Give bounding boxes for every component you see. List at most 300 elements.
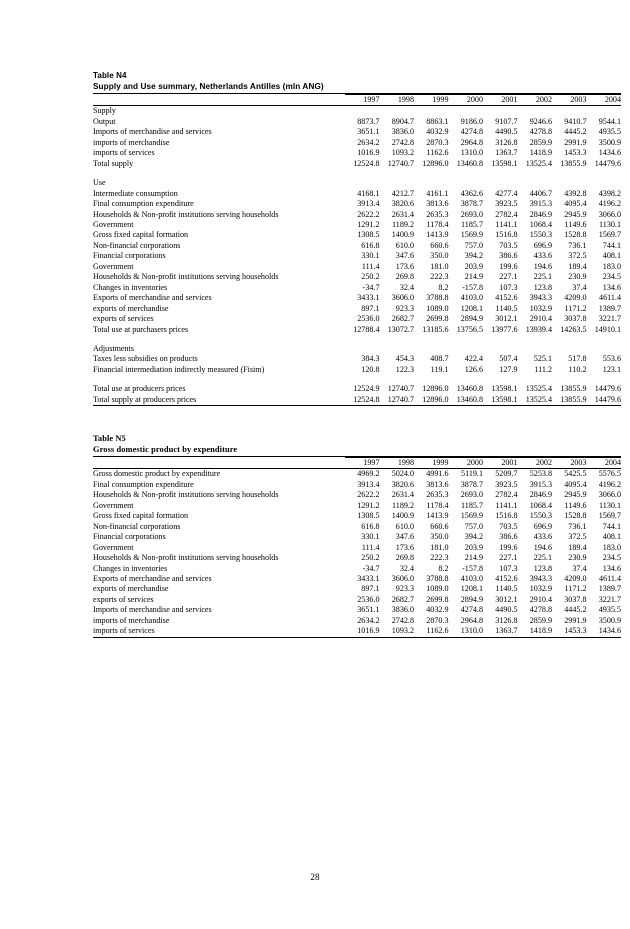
row-value: 330.1 — [361, 251, 380, 261]
row-value: 2964.8 — [460, 137, 483, 147]
row-value: 525.1 — [533, 354, 552, 364]
row-value: 1162.6 — [426, 148, 449, 158]
row-value: 1413.9 — [426, 511, 449, 521]
row-value: 1310.0 — [460, 148, 483, 158]
row-value: 507.4 — [499, 354, 518, 364]
row-value: 4209.0 — [564, 573, 587, 583]
row-value — [587, 178, 622, 188]
row-value: 372.5 — [568, 532, 587, 542]
row-value: 3813.6 — [426, 199, 449, 209]
row-value — [345, 106, 380, 117]
row-value: 2910.4 — [529, 314, 552, 324]
row-value: 234.5 — [602, 553, 621, 563]
table-row — [93, 553, 621, 563]
row-value — [449, 178, 484, 188]
column-header-row — [93, 458, 621, 469]
row-value: 3500.9 — [598, 615, 621, 625]
row-value: 4274.8 — [460, 605, 483, 615]
row-value: 2682.7 — [391, 314, 414, 324]
row-value: 1389.7 — [598, 303, 621, 313]
row-value: 32.4 — [399, 282, 414, 292]
row-value: 1141.1 — [495, 219, 518, 229]
row-label: imports of services — [93, 148, 155, 158]
row-value: 1569.9 — [460, 511, 483, 521]
column-header-year: 1999 — [414, 95, 449, 106]
row-label: Total use at producers prices — [93, 384, 186, 394]
row-value: 37.4 — [572, 563, 587, 573]
row-label: Total supply — [93, 158, 134, 168]
row-label: Government — [93, 542, 134, 552]
table-row — [93, 262, 621, 272]
row-value — [449, 106, 484, 117]
row-value: 1149.6 — [564, 219, 587, 229]
row-value: 408.1 — [602, 251, 621, 261]
row-value — [414, 344, 449, 354]
page-number: 28 — [310, 872, 320, 882]
row-label: Households & Non-profit institutions serving households — [93, 209, 279, 219]
row-value: 2742.8 — [391, 137, 414, 147]
row-value: 3943.3 — [529, 573, 552, 583]
row-value: 1178.4 — [426, 500, 449, 510]
row-value: 227.1 — [499, 553, 518, 563]
row-value — [345, 344, 380, 354]
row-value: 703.5 — [499, 521, 518, 531]
table-row — [93, 189, 621, 199]
row-value: 5119.1 — [461, 469, 483, 479]
row-value: 203.9 — [464, 261, 483, 271]
row-value: 3913.4 — [357, 479, 380, 489]
row-value: 13460.8 — [449, 395, 484, 406]
row-label: exports of merchandise — [93, 303, 169, 313]
row-value: 1308.5 — [357, 230, 380, 240]
row-value: 225.1 — [533, 553, 552, 563]
row-value: 2782.4 — [495, 490, 518, 500]
row-value: 9410.7 — [564, 116, 587, 126]
table-row — [93, 117, 621, 127]
row-value: 5425.5 — [564, 469, 587, 479]
table-row — [93, 595, 621, 605]
row-value — [449, 344, 484, 354]
row-value: 2693.0 — [460, 209, 483, 219]
row-value: 203.9 — [464, 542, 483, 552]
row-label: exports of services — [93, 314, 154, 324]
row-value: 1389.7 — [598, 584, 621, 594]
row-value: 1516.8 — [495, 511, 518, 521]
table-row — [93, 106, 621, 117]
row-value: 2693.0 — [460, 490, 483, 500]
row-value: 3012.1 — [495, 594, 518, 604]
row-value — [552, 178, 587, 188]
row-value — [414, 106, 449, 117]
column-header-year: 2002 — [518, 458, 553, 469]
table-row — [93, 626, 621, 637]
row-label: Imports of merchandise and services — [93, 605, 212, 615]
row-value: 12740.7 — [387, 158, 414, 168]
row-value: 3221.7 — [598, 314, 621, 324]
row-label: Output — [93, 116, 116, 126]
row-value: 4935.5 — [598, 605, 621, 615]
row-value: 32.4 — [399, 563, 414, 573]
row-value — [518, 178, 553, 188]
table-row — [93, 251, 621, 261]
table-row — [93, 159, 621, 169]
table-row — [93, 314, 621, 324]
row-value: 2894.9 — [460, 594, 483, 604]
row-value: 234.5 — [602, 272, 621, 282]
row-value: 2910.4 — [529, 594, 552, 604]
row-value: 2782.4 — [495, 209, 518, 219]
row-value: 4095.4 — [564, 479, 587, 489]
column-header-year: 2004 — [587, 458, 622, 469]
row-value: 408.7 — [430, 354, 449, 364]
table-n4-block — [93, 70, 621, 406]
row-value: 13939.4 — [525, 324, 552, 334]
row-value: 1140.5 — [495, 584, 518, 594]
table-row — [93, 283, 621, 293]
row-value: 4398.2 — [598, 188, 621, 198]
row-value: 4209.0 — [564, 293, 587, 303]
row-value: 189.4 — [568, 261, 587, 271]
row-value — [552, 344, 587, 354]
table-row — [93, 220, 621, 230]
row-value: 3066.0 — [598, 490, 621, 500]
row-value: 736.1 — [568, 521, 587, 531]
table-n4-head — [93, 95, 621, 106]
row-value: 12740.7 — [387, 384, 414, 394]
row-value: 1550.3 — [529, 511, 552, 521]
row-value: 1363.7 — [483, 626, 518, 637]
row-value: 1141.1 — [495, 500, 518, 510]
row-value: 2682.7 — [391, 594, 414, 604]
row-value: 1032.9 — [529, 303, 552, 313]
row-value: 1550.3 — [529, 230, 552, 240]
table-row — [93, 564, 621, 574]
row-value: 744.1 — [602, 240, 621, 250]
row-value: 3915.3 — [529, 199, 552, 209]
row-value: 123.8 — [533, 563, 552, 573]
row-value: 13525.4 — [525, 384, 552, 394]
row-value: 1363.7 — [495, 148, 518, 158]
row-value: 1171.2 — [564, 584, 587, 594]
row-value: 126.6 — [464, 364, 483, 374]
row-value: 1516.8 — [495, 230, 518, 240]
row-value: 330.1 — [361, 532, 380, 542]
row-value: 3606.0 — [391, 293, 414, 303]
row-value: 4445.2 — [564, 605, 587, 615]
row-value: 3012.1 — [495, 314, 518, 324]
table-row — [93, 199, 621, 209]
row-value: 8904.7 — [391, 116, 414, 126]
row-value — [380, 106, 415, 117]
row-value: 2859.9 — [529, 615, 552, 625]
row-value: 13598.1 — [491, 158, 518, 168]
column-header-row — [93, 95, 621, 106]
row-label: Non-financial corporations — [93, 240, 181, 250]
row-value: 4490.5 — [495, 127, 518, 137]
row-value: 111.4 — [361, 542, 380, 552]
row-value: 194.6 — [533, 542, 552, 552]
row-value: 230.9 — [568, 553, 587, 563]
column-header-year: 2000 — [449, 95, 484, 106]
row-value: 1189.2 — [392, 219, 414, 229]
row-value: 408.1 — [602, 532, 621, 542]
table-n4-id: Table N4 — [93, 71, 127, 80]
table-row — [93, 354, 621, 364]
column-header-year: 2003 — [552, 458, 587, 469]
row-value: 1308.5 — [357, 511, 380, 521]
row-value: 2699.8 — [426, 594, 449, 604]
row-value: 2945.9 — [564, 209, 587, 219]
column-header-year: 2000 — [449, 458, 484, 469]
row-value: 1185.7 — [461, 219, 483, 229]
row-value: 3126.8 — [495, 615, 518, 625]
row-value: 897.1 — [361, 584, 380, 594]
row-value: 2635.3 — [426, 490, 449, 500]
row-value: 3820.6 — [391, 479, 414, 489]
row-value: 14479.6 — [594, 384, 621, 394]
row-value: 3788.8 — [426, 573, 449, 583]
row-value: 3913.4 — [357, 199, 380, 209]
row-value: 923.3 — [395, 303, 414, 313]
row-value — [380, 344, 415, 354]
row-label: Gross fixed capital formation — [93, 511, 189, 521]
row-value: 250.2 — [361, 553, 380, 563]
row-value: 3915.3 — [529, 479, 552, 489]
row-value — [483, 106, 518, 117]
row-value: 4611.4 — [599, 293, 621, 303]
row-value: 1310.0 — [449, 626, 484, 637]
row-label: Final consumption expenditure — [93, 479, 194, 489]
row-value: 1178.4 — [426, 219, 449, 229]
table-row — [93, 395, 621, 406]
row-value: 2991.9 — [564, 615, 587, 625]
row-label: Gross fixed capital formation — [93, 230, 189, 240]
table-row — [93, 522, 621, 532]
row-value: 107.3 — [499, 282, 518, 292]
row-label: Government — [93, 500, 134, 510]
row-value: 1093.2 — [380, 626, 415, 637]
row-value: -157.8 — [462, 282, 483, 292]
row-value: 107.3 — [499, 563, 518, 573]
row-value: 123.1 — [602, 364, 621, 374]
column-header-year: 1998 — [380, 95, 415, 106]
row-value: 222.3 — [430, 272, 449, 282]
row-value: 3221.7 — [598, 594, 621, 604]
row-value: 3651.1 — [357, 605, 380, 615]
row-value: 5576.5 — [598, 469, 621, 479]
table-row — [93, 293, 621, 303]
row-value: 4032.9 — [426, 605, 449, 615]
row-label: imports of services — [93, 626, 345, 637]
row-value: 2631.4 — [391, 209, 414, 219]
row-value: 757.0 — [464, 240, 483, 250]
row-value: 433.6 — [533, 532, 552, 542]
row-value: 269.8 — [395, 272, 414, 282]
row-value: 4196.2 — [598, 479, 621, 489]
row-value: 127.9 — [499, 364, 518, 374]
row-value: 3878.7 — [460, 199, 483, 209]
row-value: 660.6 — [430, 521, 449, 531]
table-row — [93, 138, 621, 148]
table-row — [93, 616, 621, 626]
table-n5-head — [93, 458, 621, 469]
row-value: 1089.0 — [426, 303, 449, 313]
row-value: 386.6 — [499, 251, 518, 261]
row-value: 1068.4 — [529, 500, 552, 510]
row-value: 517.8 — [568, 354, 587, 364]
row-value: 4969.2 — [357, 469, 380, 479]
row-value: 3923.5 — [495, 199, 518, 209]
row-label: Households & Non-profit institutions serving households — [93, 490, 279, 500]
column-header-year: 1998 — [380, 458, 415, 469]
table-row — [93, 210, 621, 220]
row-value: 1089.0 — [426, 584, 449, 594]
table-row — [93, 127, 621, 137]
row-value: 897.1 — [361, 303, 380, 313]
row-value: 13460.8 — [456, 384, 483, 394]
row-value: 350.0 — [430, 532, 449, 542]
row-value: 183.0 — [602, 261, 621, 271]
row-value: 2964.8 — [460, 615, 483, 625]
row-value: 4161.1 — [426, 188, 449, 198]
row-value: 5024.0 — [391, 469, 414, 479]
row-value: 4032.9 — [426, 127, 449, 137]
row-value: 2870.3 — [426, 137, 449, 147]
row-value: 1413.9 — [426, 230, 449, 240]
row-value: 12896.0 — [422, 158, 449, 168]
row-value — [414, 178, 449, 188]
row-label: Financial corporations — [93, 251, 166, 261]
row-value: 1418.9 — [529, 148, 552, 158]
row-label: Households & Non-profit institutions serving households — [93, 553, 279, 563]
row-value: 1208.1 — [460, 303, 483, 313]
row-value: 13598.1 — [491, 384, 518, 394]
row-value: 12524.8 — [353, 158, 380, 168]
row-value: 2635.3 — [426, 209, 449, 219]
row-value: 4152.6 — [495, 293, 518, 303]
row-label: Imports of merchandise and services — [93, 127, 212, 137]
row-value: 2634.2 — [357, 615, 380, 625]
table-row — [93, 480, 621, 490]
row-value: 8873.7 — [357, 116, 380, 126]
row-value: 347.6 — [395, 251, 414, 261]
row-value: 1068.4 — [529, 219, 552, 229]
row-value: 1208.1 — [460, 584, 483, 594]
row-label: Exports of merchandise and services — [93, 293, 212, 303]
row-value: 3037.8 — [564, 594, 587, 604]
row-value: 4490.5 — [495, 605, 518, 615]
row-value — [483, 344, 518, 354]
row-value: 122.3 — [395, 364, 414, 374]
row-value: 1140.5 — [495, 303, 518, 313]
row-value: 757.0 — [464, 521, 483, 531]
row-value: 250.2 — [361, 272, 380, 282]
row-value: 1569.9 — [460, 230, 483, 240]
table-n5-title: Gross domestic product by expenditure — [93, 444, 621, 457]
table-row — [93, 584, 621, 594]
row-value: 4278.8 — [529, 605, 552, 615]
row-value: 2846.9 — [529, 209, 552, 219]
column-header-year: 1997 — [345, 458, 380, 469]
row-value: -157.8 — [462, 563, 483, 573]
row-value: 4212.7 — [391, 188, 414, 198]
row-value: 3923.5 — [495, 479, 518, 489]
row-value: 4103.0 — [460, 293, 483, 303]
spacer-cell — [93, 169, 621, 178]
row-value: 13185.6 — [422, 324, 449, 334]
row-value: 616.8 — [361, 521, 380, 531]
row-value: 1434.6 — [598, 148, 621, 158]
column-header-year: 1999 — [414, 458, 449, 469]
row-label: Non-financial corporations — [93, 521, 181, 531]
row-label: Financial corporations — [93, 532, 166, 542]
row-label: Financial intermediation indirectly measured (Fisim) — [93, 364, 265, 374]
row-value: 123.8 — [533, 282, 552, 292]
table-row — [93, 272, 621, 282]
row-value: 384.3 — [361, 354, 380, 364]
row-value: 3820.6 — [391, 199, 414, 209]
table-row — [93, 469, 621, 480]
row-value: 736.1 — [568, 240, 587, 250]
row-value: 1291.2 — [357, 219, 380, 229]
table-row — [93, 241, 621, 251]
table-n4-body — [93, 106, 621, 406]
row-value: 199.6 — [499, 542, 518, 552]
row-value: 173.6 — [395, 261, 414, 271]
row-value: 3836.0 — [391, 605, 414, 615]
row-value: 1162.6 — [414, 626, 449, 637]
row-value: 2536.0 — [357, 314, 380, 324]
row-value: 4935.5 — [598, 127, 621, 137]
row-value: 4152.6 — [495, 573, 518, 583]
column-header-year: 2001 — [483, 95, 518, 106]
row-value: 1528.8 — [564, 511, 587, 521]
row-value: 4445.2 — [564, 127, 587, 137]
row-value: 1569.7 — [598, 230, 621, 240]
row-value: 8.2 — [438, 282, 449, 292]
row-value: 4274.8 — [460, 127, 483, 137]
row-label: Households & Non-profit institutions serving households — [93, 272, 279, 282]
row-value: 227.1 — [499, 272, 518, 282]
row-label: Intermediate consumption — [93, 188, 178, 198]
row-value: 13598.1 — [483, 395, 518, 406]
table-row — [93, 304, 621, 314]
table-row — [93, 543, 621, 553]
row-value: 696.9 — [533, 240, 552, 250]
row-value: 1528.8 — [564, 230, 587, 240]
row-value: 1569.7 — [598, 511, 621, 521]
row-value: 5209.7 — [495, 469, 518, 479]
row-value: 696.9 — [533, 521, 552, 531]
table-row — [93, 325, 621, 335]
row-value: 4278.8 — [529, 127, 552, 137]
row-label: imports of merchandise — [93, 137, 170, 147]
table-spacer-row — [93, 335, 621, 344]
row-value: 13525.4 — [525, 158, 552, 168]
row-value: 214.9 — [464, 272, 483, 282]
row-value: 14479.6 — [587, 395, 622, 406]
row-value: 2742.8 — [391, 615, 414, 625]
row-value: 1032.9 — [529, 584, 552, 594]
row-value: 3651.1 — [357, 127, 380, 137]
table-n4-title: Supply and Use summary, Netherlands Antilles (mln ANG) — [93, 81, 621, 94]
row-value: 1185.7 — [461, 500, 483, 510]
row-label: Taxes less subsidies on products — [93, 354, 198, 364]
row-value: 12896.0 — [414, 395, 449, 406]
row-value: 703.5 — [499, 240, 518, 250]
row-value: 2859.9 — [529, 137, 552, 147]
row-value: 923.3 — [395, 584, 414, 594]
